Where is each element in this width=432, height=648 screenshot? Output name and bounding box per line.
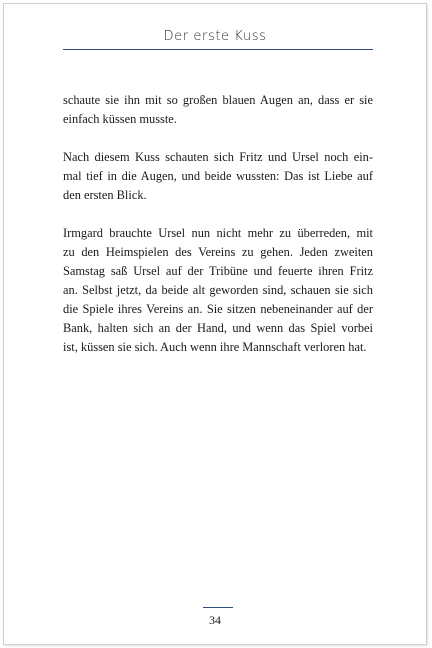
paragraph-2 <box>63 148 373 205</box>
paragraph-3 <box>63 224 373 357</box>
text-line: Irmgard brauchte Ursel nun nicht mehr zu überreden, mit <box>63 226 373 240</box>
paragraph-1 <box>63 91 373 129</box>
book-page <box>3 3 427 645</box>
text-line: die Spiele ihres Vereins an. Sie sitzen nebeneinander auf der <box>63 302 373 316</box>
text-line: zu den Heimspielen des Vereins zu gehen. Jeden zweiten <box>63 245 373 259</box>
chapter-title: Der erste Kuss <box>163 29 267 44</box>
text-line: Samstag saß Ursel auf der Tribüne und feuerte ihren Fritz <box>63 264 373 278</box>
text-line: einfach küssen musste. <box>63 112 177 126</box>
header-rule <box>63 49 373 50</box>
text-line: schaute sie ihn mit so großen blauen Augen an, dass er sie <box>63 93 373 107</box>
text-line: an. Selbst jetzt, da beide alt geworden sind, schauen sie sich <box>63 283 373 297</box>
text-line: ist, küssen sie sich. Auch wenn ihre Mannschaft verloren hat. <box>63 340 367 354</box>
text-line: Bank, halten sich an der Hand, und wenn das Spiel vorbei <box>63 321 373 335</box>
text-line: Nach diesem Kuss schauten sich Fritz und Ursel noch ein- <box>63 150 373 164</box>
text-line: den ersten Blick. <box>63 188 147 202</box>
text-line: mal tief in die Augen, und beide wussten: Das ist Liebe auf <box>63 169 373 183</box>
footer-rule <box>203 607 233 608</box>
body-text <box>63 91 373 376</box>
page-number: 34 <box>209 613 221 627</box>
